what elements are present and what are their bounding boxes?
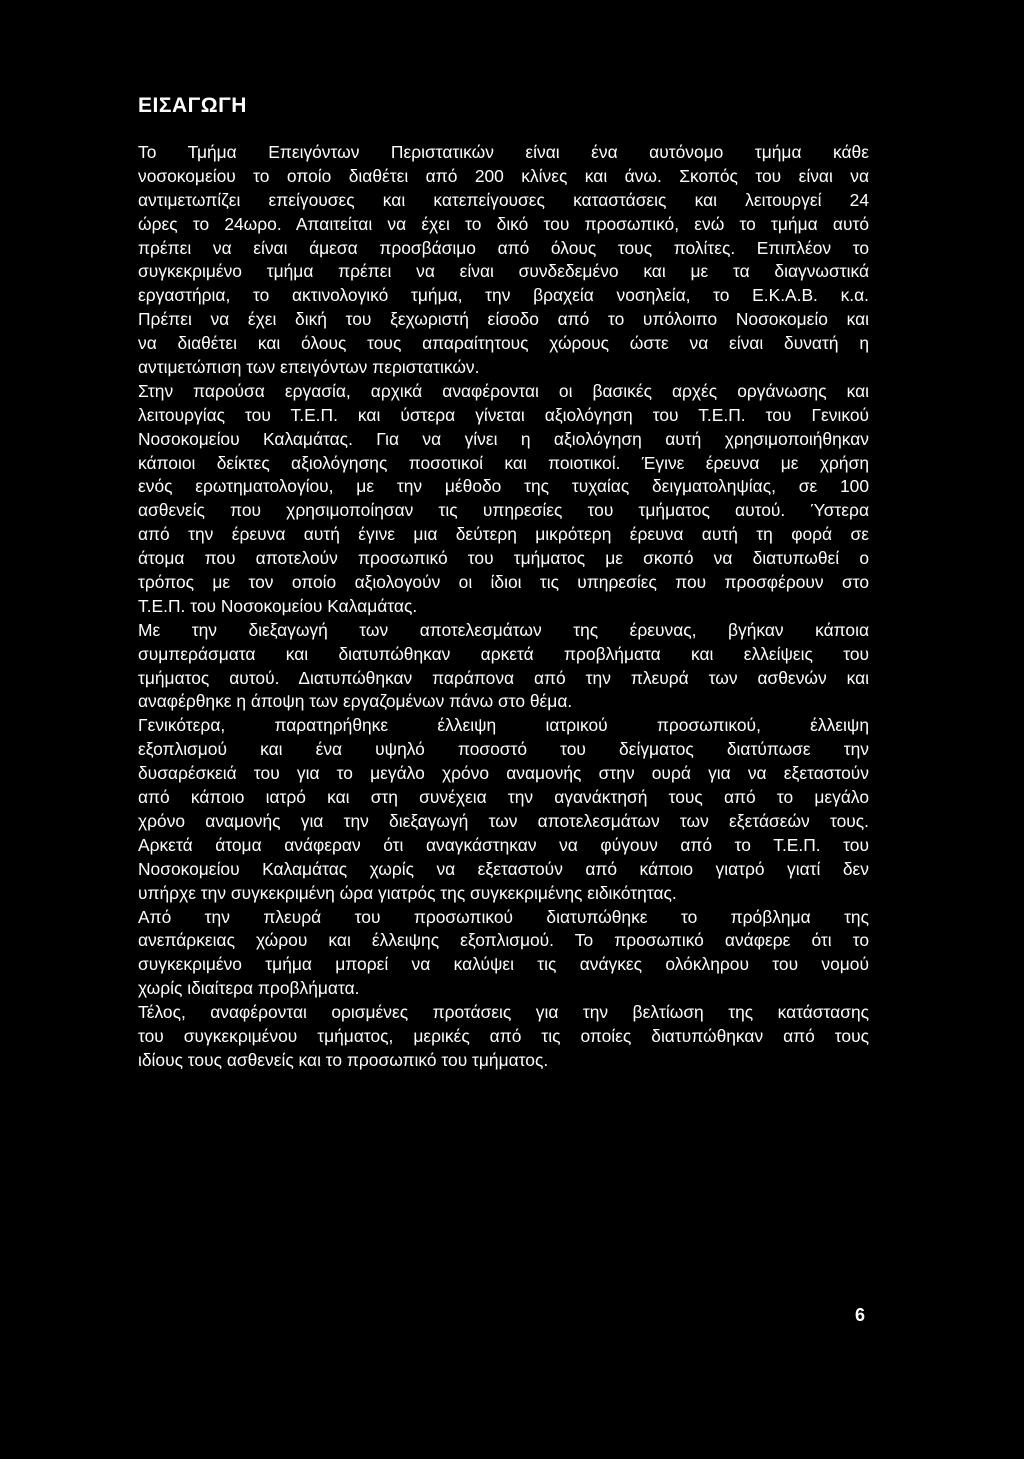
text-line: Το Τμήμα Επειγόντων Περιστατικών είναι ένα αυτόνομο τμήμα κάθε: [138, 142, 869, 162]
text-line: άτομα που αποτελούν προσωπικό του τμήματος με σκοπό να διατυπωθεί ο: [138, 548, 869, 569]
text-line: ανεπάρκειας χώρου και έλλειψης εξοπλισμού. Το προσωπικό ανάφερε ότι το: [138, 930, 869, 951]
text-line: από κάποιο ιατρό και στη συνέχεια την αγανάκτησή τους από το μεγάλο: [138, 787, 869, 808]
text-line: πρέπει να είναι άμεσα προσβάσιμο από όλους τους πολίτες. Επιπλέον το: [138, 237, 869, 258]
text-line: Με την διεξαγωγή των αποτελεσμάτων της έρευνας, βγήκαν κάποια: [138, 619, 869, 640]
text-line: αντιμετώπιση των επειγόντων περιστατικών.: [138, 357, 480, 378]
text-line: αντιμετωπίζει επείγουσες και κατεπείγουσες καταστάσεις και λειτουργεί 24: [138, 189, 869, 210]
text-line: υπήρχε την συγκεκριμένη ώρα γιατρός της συγκεκριμένης ειδικότητας.: [138, 882, 677, 903]
body-text: [138, 141, 869, 1073]
text-line: εργαστήρια, το ακτινολογικό τμήμα, την βραχεία νοσηλεία, το Ε.Κ.Α.Β. κ.α.: [138, 285, 869, 306]
text-line: δυσαρέσκειά του για το μεγάλο χρόνο αναμονής στην ουρά για να εξεταστούν: [138, 763, 869, 784]
text-line: ιδίους τους ασθενείς και το προσωπικό του τμήματος.: [138, 1049, 549, 1070]
text-line: από την έρευνα αυτή έγινε μια δεύτερη μικρότερη έρευνα αυτή τη φορά σε: [138, 524, 869, 545]
text-line: λειτουργίας του Τ.Ε.Π. και ύστερα γίνεται αξιολόγηση του Τ.Ε.Π. του Γενικού: [138, 404, 869, 425]
text-line: Νοσοκομείου Καλαμάτας. Για να γίνει η αξιολόγηση αυτή χρησιμοποιήθηκαν: [138, 428, 869, 449]
text-line: συμπεράσματα και διατυπώθηκαν αρκετά προβλήματα και ελλείψεις του: [138, 643, 869, 664]
text-line: Τ.Ε.Π. του Νοσοκομείου Καλαμάτας.: [138, 595, 418, 616]
text-line: Αρκετά άτομα ανάφεραν ότι αναγκάστηκαν να φύγουν από το Τ.Ε.Π. του: [138, 834, 869, 855]
text-line: χρόνο αναμονής για την διεξαγωγή των αποτελεσμάτων των εξετάσεών τους.: [138, 810, 869, 831]
text-line: νοσοκομείου το οποίο διαθέτει από 200 κλίνες και άνω. Σκοπός του είναι να: [138, 165, 869, 186]
text-line: Στην παρούσα εργασία, αρχικά αναφέρονται οι βασικές αρχές οργάνωσης και: [138, 380, 869, 401]
page-number: 6: [855, 1305, 866, 1325]
text-line: εξοπλισμού και ένα υψηλό ποσοστό του δείγματος διατύπωσε την: [138, 739, 869, 760]
text-line: Νοσοκομείου Καλαμάτας χωρίς να εξεταστούν από κάποιο γιατρό γιατί δεν: [138, 858, 869, 879]
text-line: να διαθέτει και όλους τους απαραίτητους χώρους ώστε να είναι δυνατή η: [138, 333, 869, 354]
text-line: συγκεκριμένο τμήμα μπορεί να καλύψει τις ανάγκες ολόκληρου του νομού: [138, 954, 869, 975]
page-heading: ΕΙΣΑΓΩΓΗ: [138, 94, 247, 117]
text-line: συγκεκριμένο τμήμα πρέπει να είναι συνδεδεμένο και με τα διαγνωστικά: [138, 261, 869, 282]
text-line: του συγκεκριμένου τμήματος, μερικές από τις οποίες διατυπώθηκαν από τους: [138, 1025, 869, 1046]
text-line: ώρες το 24ωρο. Απαιτείται να έχει το δικό του προσωπικό, ενώ το τμήμα αυτό: [138, 213, 869, 234]
text-line: αναφέρθηκε η άποψη των εργαζομένων πάνω στο θέμα.: [138, 691, 573, 712]
text-line: ασθενείς που χρησιμοποίησαν τις υπηρεσίες του τμήματος αυτού. Ύστερα: [138, 500, 869, 521]
text-line: Τέλος, αναφέρονται ορισμένες προτάσεις για την βελτίωση της κατάστασης: [138, 1002, 869, 1023]
text-line: τμήματος αυτού. Διατυπώθηκαν παράπονα από την πλευρά των ασθενών και: [138, 667, 869, 688]
text-line: χωρίς ιδιαίτερα προβλήματα.: [138, 978, 360, 999]
text-line: Γενικότερα, παρατηρήθηκε έλλειψη ιατρικού προσωπικού, έλλειψη: [138, 715, 869, 736]
text-line: Από την πλευρά του προσωπικού διατυπώθηκε το πρόβλημα της: [138, 906, 869, 927]
text-line: Πρέπει να έχει δική του ξεχωριστή είσοδο από το υπόλοιπο Νοσοκομείο και: [138, 309, 869, 330]
text-line: κάποιοι δείκτες αξιολόγησης ποσοτικοί και ποιοτικοί. Έγινε έρευνα με χρήση: [138, 452, 869, 473]
text-line: ενός ερωτηματολογίου, με την μέθοδο της τυχαίας δειγματοληψίας, σε 100: [138, 476, 869, 497]
text-line: τρόπος με τον οποίο αξιολογούν οι ίδιοι τις υπηρεσίες που προσφέρουν στο: [138, 572, 869, 593]
